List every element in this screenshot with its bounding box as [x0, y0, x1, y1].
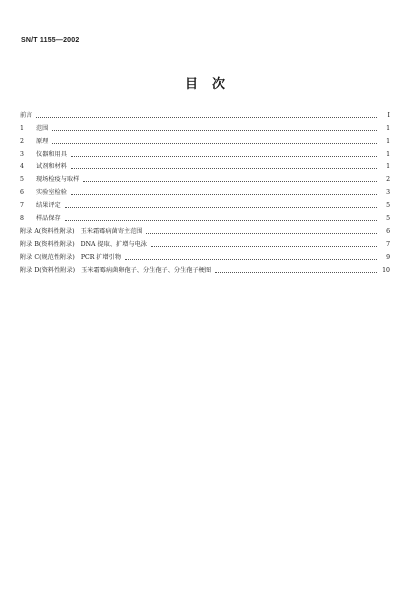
dot-leader: [52, 130, 377, 131]
toc-entry-apparatus[interactable]: [20, 146, 390, 159]
dot-leader: [83, 181, 377, 182]
page-title: 目次: [184, 77, 239, 92]
toc-section-number: 8: [20, 215, 24, 223]
toc-entry-scope[interactable]: [20, 120, 390, 133]
toc-page-number: 5: [386, 215, 390, 223]
toc-entry-annex-b[interactable]: [20, 236, 390, 249]
dot-leader: [125, 259, 377, 260]
toc-entry-title: 范围: [36, 124, 49, 132]
toc-page-number: 3: [386, 189, 390, 197]
table-of-contents: [20, 107, 390, 275]
dot-leader: [146, 233, 377, 234]
toc-page-number: 9: [386, 253, 390, 261]
toc-page-number: 1: [386, 163, 390, 171]
toc-section-number: 6: [20, 189, 24, 197]
dot-leader: [151, 246, 377, 247]
toc-page-number: 2: [386, 176, 390, 184]
toc-annex-label: 附录 B(资料性附录): [20, 240, 75, 248]
dot-leader: [71, 168, 377, 169]
toc-entry-title: 玉米霜霉病菌寄主范围: [80, 227, 143, 235]
toc-entry-title: DNA 提取、扩增与电泳: [80, 240, 147, 248]
toc-section-number: 4: [20, 163, 24, 171]
toc-entry-result-evaluation[interactable]: [20, 197, 390, 210]
toc-entry-title: 试剂和材料: [36, 163, 67, 171]
toc-section-number: 1: [20, 124, 24, 132]
toc-entry-annex-a[interactable]: [20, 223, 390, 236]
toc-entry-title: 仪器和用具: [36, 150, 67, 158]
toc-entry-title: 实验室检验: [36, 189, 67, 197]
standard-code: SN/T 1155—2002: [21, 37, 80, 44]
toc-entry-title: 玉米霜霉病菌卵孢子、分生孢子、分生孢子梗图: [81, 266, 212, 274]
toc-entry-title: 结果评定: [36, 202, 61, 210]
toc-entry-annex-c[interactable]: [20, 249, 390, 262]
toc-section-number: 3: [20, 150, 24, 158]
toc-annex-label: 附录 A(资料性附录): [20, 227, 75, 235]
toc-page-number: 1: [386, 124, 390, 132]
dot-leader: [65, 220, 377, 221]
dot-leader: [65, 207, 377, 208]
toc-entry-title: 原理: [36, 137, 49, 145]
toc-entry-annex-d[interactable]: [20, 262, 390, 275]
dot-leader: [215, 272, 377, 273]
toc-page-number: 10: [382, 266, 390, 274]
toc-entry-principle[interactable]: [20, 133, 390, 146]
toc-entry-lab-testing[interactable]: [20, 184, 390, 197]
toc-page-number: 1: [386, 137, 390, 145]
toc-entry-title: 前言: [20, 111, 33, 119]
toc-annex-label: 附录 C(规范性附录): [20, 253, 75, 261]
toc-entry-foreword[interactable]: [20, 107, 390, 120]
toc-entry-reagents[interactable]: [20, 159, 390, 172]
toc-section-number: 7: [20, 202, 24, 210]
toc-page-number: 1: [386, 150, 390, 158]
toc-page-number: I: [387, 111, 390, 119]
dot-leader: [71, 194, 377, 195]
toc-entry-field-inspection[interactable]: [20, 171, 390, 184]
toc-entry-sample-storage[interactable]: [20, 210, 390, 223]
dot-leader: [36, 117, 377, 118]
toc-entry-title: PCR 扩增引物: [80, 253, 122, 261]
toc-page-number: 7: [386, 240, 390, 248]
toc-annex-label: 附录 D(资料性附录): [20, 266, 76, 274]
toc-entry-title: 现场检疫与取样: [36, 176, 80, 184]
toc-page-number: 5: [386, 202, 390, 210]
dot-leader: [52, 143, 377, 144]
toc-section-number: 5: [20, 176, 24, 184]
toc-page-number: 6: [386, 227, 390, 235]
dot-leader: [71, 156, 377, 157]
toc-entry-title: 样品保存: [36, 215, 61, 223]
toc-section-number: 2: [20, 137, 24, 145]
